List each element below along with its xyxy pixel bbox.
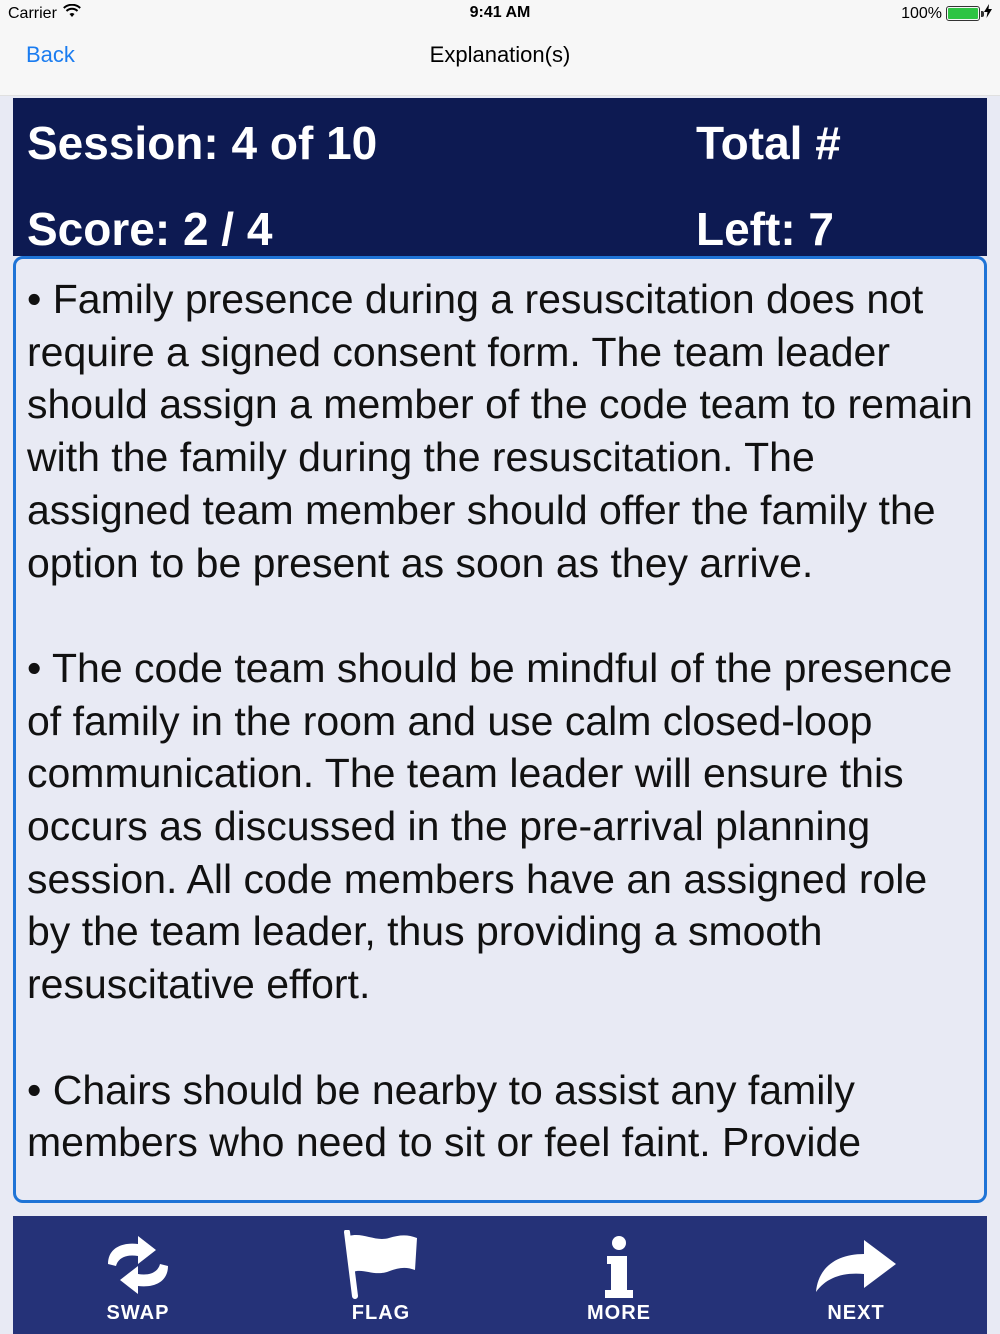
- score-display: Score: 2 / 4: [27, 203, 273, 255]
- explanation-textbox[interactable]: [13, 256, 987, 1203]
- status-bar: [0, 0, 1000, 28]
- explanation-content: [27, 273, 977, 1203]
- more-button[interactable]: [534, 1216, 704, 1334]
- swap-icon: [100, 1234, 176, 1301]
- session-counter: Session: 4 of 10: [27, 117, 378, 169]
- forward-arrow-icon: [814, 1238, 898, 1299]
- charging-bolt-icon: [984, 4, 992, 23]
- status-time: 9:41 AM: [469, 4, 531, 21]
- flag-icon: [341, 1230, 421, 1305]
- carrier-label: Carrier: [8, 4, 57, 22]
- info-icon: [599, 1236, 639, 1303]
- session-header: [13, 98, 987, 256]
- explanation-paragraph: • The code team should be mindful of the presence of family in the room and use calm closed-loop communication. The team leader will ensure this occurs as discussed in the pre-arrival planning session. All code members have an assigned role by the team leader, thus providing a smooth resuscitative effort.: [27, 644, 953, 1008]
- bottom-toolbar: [13, 1216, 987, 1334]
- next-button[interactable]: [771, 1216, 941, 1334]
- swap-label: SWAP: [106, 1302, 170, 1324]
- navigation-bar: [0, 28, 1000, 96]
- status-right: [901, 4, 992, 23]
- page-title: Explanation(s): [429, 42, 571, 67]
- flag-button[interactable]: [296, 1216, 466, 1334]
- back-button[interactable]: Back: [26, 42, 75, 67]
- more-label: MORE: [587, 1302, 651, 1324]
- left-count: Left: 7: [696, 203, 834, 255]
- battery-icon: [946, 6, 980, 21]
- total-label: Total #: [696, 117, 841, 169]
- explanation-paragraph: • Chairs should be nearby to assist any family members who need to sit or feel faint. Provide: [27, 1066, 862, 1166]
- next-label: NEXT: [827, 1302, 885, 1324]
- flag-label: FLAG: [351, 1302, 411, 1324]
- explanation-paragraph: • Family presence during a resuscitation does not require a signed consent form. The team leader should assign a member of the code team to remain with the family during the resuscitation. The assigned team member should offer the family the option to be present as soon as they arrive.: [27, 276, 973, 586]
- battery-percent: 100%: [901, 4, 942, 22]
- swap-button[interactable]: [53, 1216, 223, 1334]
